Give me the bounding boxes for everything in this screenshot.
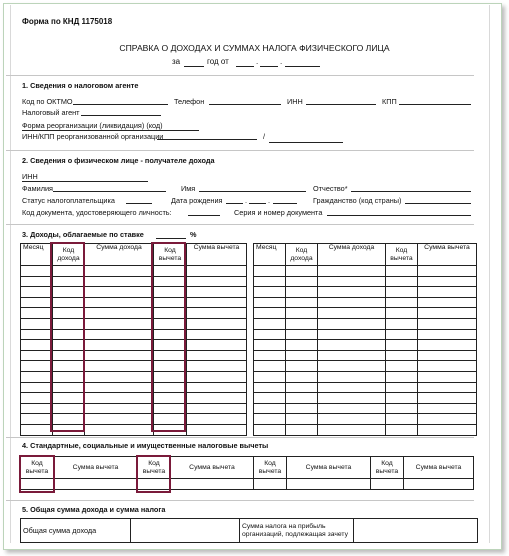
income-amount-cell[interactable] [85,318,154,329]
deductions-table [20,456,474,490]
month-header: Месяц [21,244,53,266]
deduction-code-cell[interactable] [386,276,418,287]
surname-label: Фамилия [22,184,53,193]
table-row [254,297,477,308]
phone-field[interactable] [209,104,281,105]
month-cell[interactable] [21,297,53,308]
month-cell[interactable] [254,266,286,277]
section5-title: 5. Общая сумма дохода и сумма налога [22,505,166,514]
deduction-amount-cell[interactable] [187,371,247,382]
deduction-code-cell[interactable] [386,287,418,298]
deduction-code-cell[interactable] [386,329,418,340]
deduction-amount-cell[interactable] [187,424,247,435]
income-code-cell[interactable] [286,393,318,404]
kpp-label: КПП [382,97,397,106]
birth-dot-2: . [268,196,271,205]
deduction-code-cell[interactable] [386,403,418,414]
date-prefix: за [172,57,181,66]
deduction-amount-cell[interactable] [418,340,477,351]
income-amount-header: Сумма дохода [318,244,386,266]
income-amount-cell[interactable] [318,414,386,425]
deduction-code-cell[interactable] [386,266,418,277]
doc-code-field[interactable] [188,215,220,216]
birth-month-field[interactable] [249,203,266,204]
deduction-amount-cell[interactable] [187,308,247,319]
date-year-field[interactable] [285,66,320,67]
citizenship-field[interactable] [405,203,471,204]
divider [6,150,474,151]
income-amount-cell[interactable] [85,424,154,435]
month-cell[interactable] [21,308,53,319]
document-title: СПРАВКА О ДОХОДАХ И СУММАХ НАЛОГА ФИЗИЧЕСКОГО ЛИЦА [119,43,390,53]
recipient-inn-label: ИНН [22,172,38,181]
oktmo-field[interactable] [73,104,168,105]
income-amount-cell[interactable] [85,308,154,319]
income-amount-cell[interactable] [318,266,386,277]
kpp-field[interactable] [399,104,471,105]
month-cell[interactable] [254,361,286,372]
income-code-cell[interactable] [286,329,318,340]
income-code-cell[interactable] [286,318,318,329]
deduction-amount-header: Сумма вычета [418,244,477,266]
divider [6,500,474,501]
deduction-code-cell[interactable] [386,361,418,372]
reorg-form-label: Форма реорганизации (ликвидация) (код) [22,121,163,130]
income-code-cell[interactable] [286,424,318,435]
deduction-amount-header: Сумма вычета [287,457,371,479]
deduction-amount-cell[interactable] [187,403,247,414]
divider [6,437,474,438]
month-field[interactable] [260,66,278,67]
month-cell[interactable] [21,424,53,435]
month-cell[interactable] [21,382,53,393]
deduction-amount-cell[interactable] [187,393,247,404]
tax-offset-line-1: Сумма налога на прибыль [242,522,326,530]
date-dot-1: . [256,57,259,66]
income-amount-cell[interactable] [318,424,386,435]
month-cell[interactable] [254,371,286,382]
table-row [254,340,477,351]
table-row [254,266,477,277]
income-amount-cell[interactable] [318,361,386,372]
deduction-code-header: Код вычета [371,457,404,479]
reorg-form-field[interactable] [22,130,199,131]
table-row [254,371,477,382]
doc-series-label: Серия и номер документа [234,208,323,217]
deduction-amount-cell[interactable] [418,266,477,277]
phone-label: Телефон [174,97,205,106]
inn-label: ИНН [287,97,303,106]
totals-row [21,519,478,543]
divider [6,224,474,225]
income-code-cell[interactable] [286,340,318,351]
month-cell[interactable] [254,276,286,287]
table-row [254,318,477,329]
deduction-amount-cell[interactable] [418,414,477,425]
income-amount-cell[interactable] [85,393,154,404]
deduction-code-cell[interactable] [386,414,418,425]
income-code-cell[interactable] [286,266,318,277]
table-row [254,276,477,287]
year-field[interactable] [184,66,204,67]
month-cell[interactable] [254,297,286,308]
month-cell[interactable] [21,318,53,329]
reorg-kpp-field[interactable] [269,142,343,143]
deduction-code-cell[interactable] [386,424,418,435]
deduction-amount-header: Сумма вычета [54,457,138,479]
income-amount-cell[interactable] [85,361,154,372]
deduction-amount-cell[interactable] [418,276,477,287]
deduction-code-cell[interactable] [386,318,418,329]
section3-title: 3. Доходы, облагаемые по ставке [22,230,144,239]
date-year-suffix: год от [207,57,229,66]
deduction-amount-cell[interactable] [418,318,477,329]
deduction-code-header: Код вычета [254,457,287,479]
table-row [254,424,477,435]
deduction-amount-cell[interactable] [418,424,477,435]
table-row [254,361,477,372]
patronymic-label: Отчество* [313,184,348,193]
deductions-header-row [21,457,474,479]
month-cell[interactable] [21,371,53,382]
income-amount-cell[interactable] [85,276,154,287]
income-amount-cell[interactable] [318,340,386,351]
income-code-header: Код дохода [53,244,85,266]
month-cell[interactable] [21,350,53,361]
income-amount-cell[interactable] [318,287,386,298]
deduction-code-header: Код вычета [21,457,54,479]
month-cell[interactable] [254,308,286,319]
income-amount-cell[interactable] [85,287,154,298]
deduction-amount-cell[interactable] [418,308,477,319]
month-cell[interactable] [254,350,286,361]
month-cell[interactable] [254,424,286,435]
table-row [254,350,477,361]
month-cell[interactable] [21,414,53,425]
date-dot-2: . [280,57,283,66]
table-header-row [254,244,477,266]
deduction-amount-cell[interactable] [418,350,477,361]
month-cell[interactable] [21,287,53,298]
income-amount-cell[interactable] [318,329,386,340]
month-cell[interactable] [254,340,286,351]
income-amount-cell[interactable] [85,371,154,382]
income-code-cell[interactable] [286,297,318,308]
agent-label: Налоговый агент [22,108,80,117]
income-code-cell[interactable] [286,371,318,382]
totals-table [20,518,478,543]
income-code-highlight [50,242,85,432]
rate-field[interactable] [156,238,186,239]
income-code-cell[interactable] [286,361,318,372]
deduction-amount-header: Сумма вычета [187,244,247,266]
deduction-amount-cell[interactable] [418,287,477,298]
income-amount-cell[interactable] [318,297,386,308]
deduction-code-cell[interactable] [254,479,287,490]
reorg-slash: / [263,132,266,141]
month-cell[interactable] [21,329,53,340]
income-code-header: Код дохода [286,244,318,266]
name-field[interactable] [199,191,306,192]
month-cell[interactable] [21,276,53,287]
income-amount-cell[interactable] [318,308,386,319]
deduction-amount-cell[interactable] [418,382,477,393]
deduction-amount-cell[interactable] [187,276,247,287]
deduction-amount-cell[interactable] [54,479,138,490]
deduction-amount-cell[interactable] [187,340,247,351]
income-table-right [253,243,477,436]
month-cell[interactable] [254,318,286,329]
total-income-cell[interactable] [131,519,240,543]
deduction-amount-cell[interactable] [418,361,477,372]
deduction-code-cell[interactable] [386,340,418,351]
tax-offset-line-2: организаций, подлежащая зачету [242,530,349,538]
income-amount-cell[interactable] [318,371,386,382]
section1-title: 1. Сведения о налоговом агенте [22,81,139,90]
income-amount-cell[interactable] [318,276,386,287]
income-code-cell[interactable] [286,308,318,319]
deduction-code-cell[interactable] [386,350,418,361]
month-cell[interactable] [21,361,53,372]
deduction-code-cell[interactable] [386,371,418,382]
month-cell[interactable] [21,266,53,277]
income-amount-cell[interactable] [85,266,154,277]
month-cell[interactable] [254,403,286,414]
table-row [254,403,477,414]
month-cell[interactable] [254,329,286,340]
table-row [254,393,477,404]
table-row [254,414,477,425]
month-cell[interactable] [21,340,53,351]
deduction-amount-cell[interactable] [404,479,474,490]
deduction-code-highlight-2 [136,455,171,493]
deduction-code-header: Код вычета [154,244,187,266]
deduction-amount-header: Сумма вычета [404,457,474,479]
patronymic-field[interactable] [351,191,471,192]
month-cell[interactable] [254,382,286,393]
income-code-cell[interactable] [286,414,318,425]
income-amount-cell[interactable] [85,403,154,414]
reorg-inn-field[interactable] [157,139,257,140]
deduction-amount-cell[interactable] [187,329,247,340]
month-cell[interactable] [21,403,53,414]
income-code-cell[interactable] [286,403,318,414]
income-amount-cell[interactable] [85,329,154,340]
doc-code-label: Код документа, удостоверяющего личность: [22,208,172,217]
deductions-value-row [21,479,474,490]
income-amount-header: Сумма дохода [85,244,154,266]
section4-title: 4. Стандартные, социальные и имущественные налоговые вычеты [22,441,269,450]
status-field[interactable] [126,203,152,204]
surname-field[interactable] [53,191,166,192]
inn-field[interactable] [306,104,376,105]
deduction-code-cell[interactable] [386,393,418,404]
form-code: Форма по КНД 1175018 [22,17,113,26]
total-income-label: Общая сумма дохода [21,519,131,543]
deduction-code-cell[interactable] [371,479,404,490]
oktmo-label: Код по ОКТМО [22,97,73,106]
deduction-code-highlight-1 [19,455,55,493]
deduction-code-header: Код вычета [386,244,418,266]
deduction-amount-cell[interactable] [418,329,477,340]
income-code-cell[interactable] [286,287,318,298]
table-row [254,308,477,319]
birth-label: Дата рождения [171,196,223,205]
birth-dot-1: . [245,196,248,205]
citizenship-label: Гражданство (код страны) [313,196,402,205]
income-amount-cell[interactable] [85,382,154,393]
deduction-amount-cell[interactable] [187,297,247,308]
deduction-amount-cell[interactable] [187,266,247,277]
divider [6,75,474,76]
deduction-amount-cell[interactable] [418,403,477,414]
income-code-cell[interactable] [286,350,318,361]
recipient-inn-field[interactable] [22,181,148,182]
deduction-amount-cell[interactable] [187,287,247,298]
table-row [254,287,477,298]
income-code-cell[interactable] [286,276,318,287]
income-amount-cell[interactable] [85,340,154,351]
deduction-amount-cell[interactable] [287,479,371,490]
income-amount-cell[interactable] [85,350,154,361]
deduction-code-highlight [151,242,186,432]
table-row [254,329,477,340]
deduction-amount-cell[interactable] [171,479,254,490]
month-cell[interactable] [21,393,53,404]
deduction-code-cell[interactable] [386,297,418,308]
income-amount-cell[interactable] [318,393,386,404]
percent-sign: % [190,230,197,239]
deduction-code-cell[interactable] [386,308,418,319]
income-amount-cell[interactable] [318,318,386,329]
agent-field[interactable] [81,115,161,116]
day-field[interactable] [236,66,254,67]
status-label: Статус налогоплательщика [22,196,115,205]
deduction-amount-cell[interactable] [418,393,477,404]
section2-title: 2. Сведения о физическом лице - получателе дохода [22,156,215,165]
birth-year-field[interactable] [273,203,297,204]
reorg-inn-label: ИНН/КПП реорганизованной организации [22,132,164,141]
deduction-code-header: Код вычета [138,457,171,479]
deduction-amount-cell[interactable] [187,382,247,393]
month-cell[interactable] [254,393,286,404]
name-label: Имя [181,184,196,193]
month-cell[interactable] [254,414,286,425]
tax-offset-label [240,519,354,543]
income-amount-cell[interactable] [318,403,386,414]
month-cell[interactable] [254,287,286,298]
tax-offset-cell[interactable] [354,519,478,543]
table-row [254,382,477,393]
income-amount-cell[interactable] [318,350,386,361]
deduction-amount-cell[interactable] [418,297,477,308]
income-code-cell[interactable] [286,382,318,393]
deduction-amount-cell[interactable] [187,318,247,329]
deduction-amount-header: Сумма вычета [171,457,254,479]
income-amount-cell[interactable] [85,414,154,425]
doc-series-field[interactable] [327,215,471,216]
month-header: Месяц [254,244,286,266]
deduction-amount-cell[interactable] [187,361,247,372]
deduction-code-cell[interactable] [386,382,418,393]
income-amount-cell[interactable] [85,297,154,308]
deduction-amount-cell[interactable] [187,350,247,361]
deduction-amount-cell[interactable] [187,414,247,425]
birth-day-field[interactable] [226,203,243,204]
income-amount-cell[interactable] [318,382,386,393]
deduction-amount-cell[interactable] [418,371,477,382]
